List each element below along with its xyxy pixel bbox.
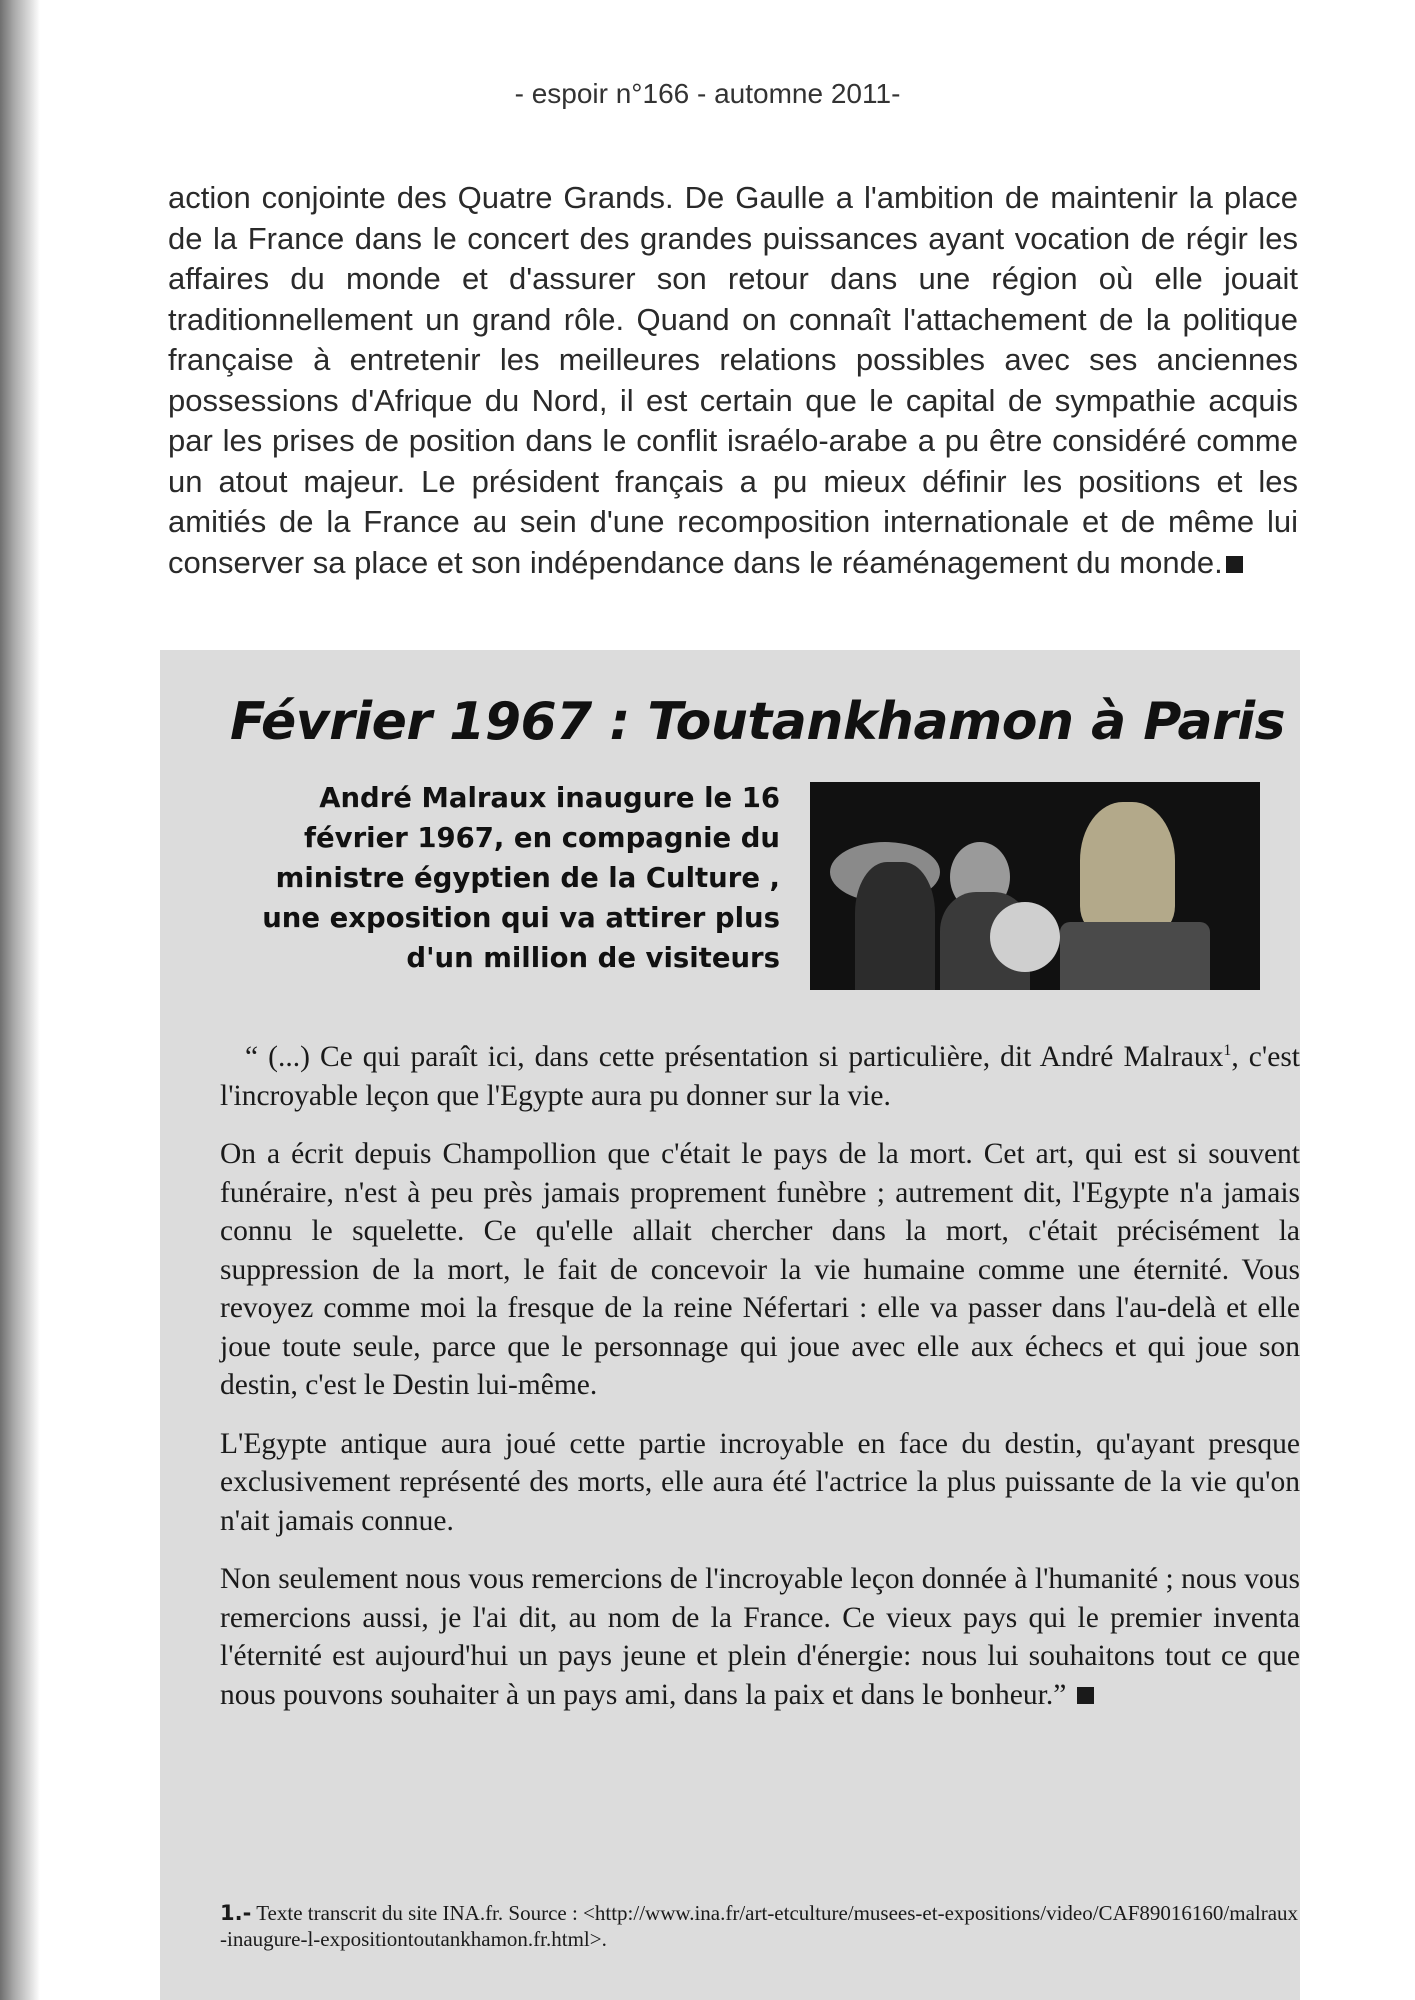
- intro-paragraph: [168, 178, 1298, 583]
- quote-paragraph: “ (...) Ce qui paraît ici, dans cette présentation si particulière, dit André Malraux$^1$, c'est l'incroyable leçon que l'Egypte aura pu donner sur la vie.: [220, 1041, 1300, 1112]
- footnote: [220, 1900, 1300, 1952]
- box-subtitle: André Malraux inaugure le 16 février 1967, en compagnie du ministre égyptien de la Culture , une exposition qui va attirer plus d'un million de visiteurs: [262, 782, 780, 974]
- end-of-article-mark: [1226, 556, 1243, 573]
- footnote-reference: 1: [1223, 1042, 1232, 1060]
- footnote-marker: 1.-: [220, 1901, 252, 1925]
- exhibition-photo: [810, 782, 1260, 990]
- running-header: - espoir n°166 - automne 2011-: [514, 78, 901, 109]
- quote-paragraph: L'Egypte antique aura joué cette partie incroyable en face du destin, qu'ayant presque exclusivement représenté des morts, elle aura été l'actrice la plus puissante de la vie qu'on n'ait jamais connue.: [220, 1427, 1300, 1537]
- end-of-quote-mark: [1077, 1687, 1094, 1704]
- page-binding-edge: [0, 0, 40, 2000]
- footnote-text: Texte transcrit du site INA.fr. Source : <http://www.ina.fr/art-etculture/musees-et-expositions/video/CAF89016160/malraux-inaugure-l-expositiontoutankhamon.fr.html>.: [220, 1901, 1299, 1951]
- box-title: Février 1967 : Toutankhamon à Paris: [230, 692, 1286, 752]
- quote-paragraph: On a écrit depuis Champollion que c'était le pays de la mort. Cet art, qui est si souvent funéraire, n'est à peu près jamais proprement funèbre ; autrement dit, l'Egypte n'a jamais connu le squelette. Ce qu'elle allait chercher dans la mort, c'était précisément la suppression de la mort, le fait de concevoir la vie humaine comme une éternité. Vous revoyez comme moi la fresque de la reine Néfertari : elle va passer dans l'au-delà et elle joue toute seule, parce que le personnage qui joue avec elle aux échecs et qui joue son destin, c'est le Destin lui-même.: [220, 1138, 1300, 1401]
- sidebar-box: [160, 650, 1300, 2000]
- intro-text: action conjointe des Quatre Grands. De Gaulle a l'ambition de maintenir la place de la France dans le concert des grandes puissances ayant vocation de régir les affaires du monde et d'assurer son retour dans une région où elle jouait traditionnellement un grand rôle. Quand on connaît l'attachement de la politique française à entretenir les meilleures relations possibles avec ses anciennes possessions d'Afrique du Nord, il est certain que le capital de sympathie acquis par les prises de position dans le conflit israélo-arabe a pu être considéré comme un atout majeur. Le président français a pu mieux définir les positions et les amitiés de la France au sein d'une recomposition internationale et de même lui conserver sa place et son indépendance dans le réaménagement du monde.: [168, 180, 1298, 580]
- quote-paragraph: Non seulement nous vous remercions de l'incroyable leçon donnée à l'humanité ; nous vous remercions aussi, je l'ai dit, au nom de la France. Ce vieux pays qui le premier inventa l'éternité est aujourd'hui un pays jeune et plein d'énergie: nous lui souhaitons tout ce que nous pouvons souhaiter à un pays ami, dans la paix et dans le bonheur.”: [220, 1563, 1300, 1711]
- malraux-quote: [220, 1038, 1300, 1734]
